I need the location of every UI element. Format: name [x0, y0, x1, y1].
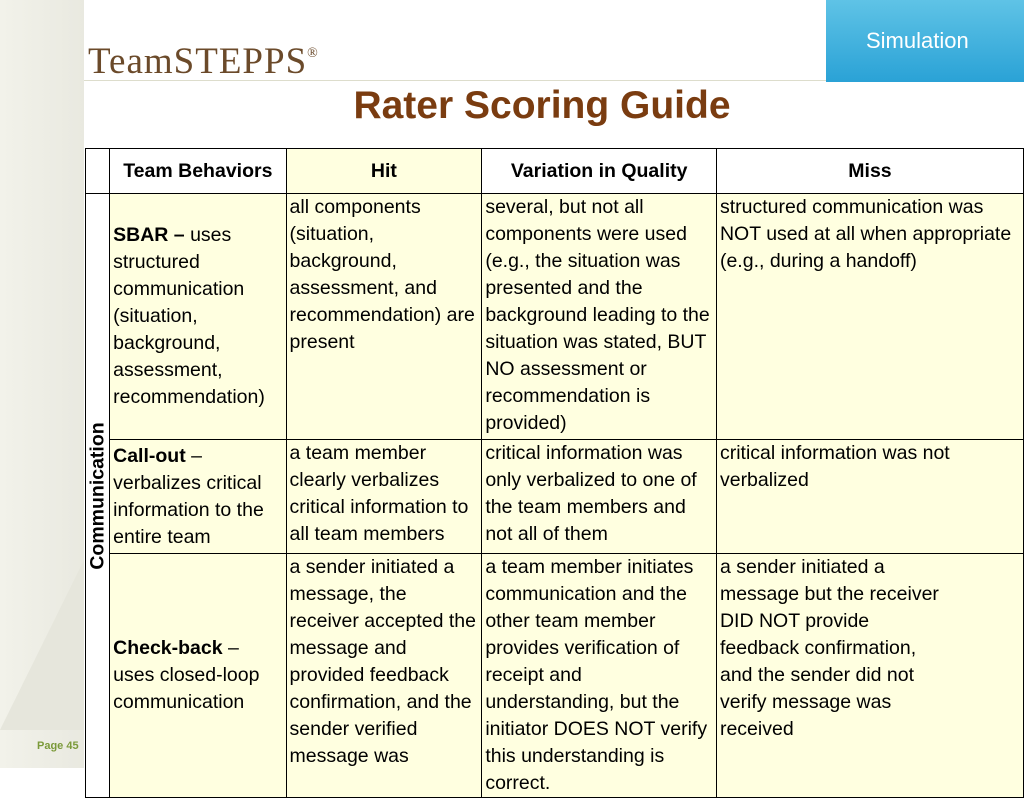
miss-cell [716, 194, 1023, 440]
page-title: Rater Scoring Guide [353, 84, 731, 127]
table-row [86, 440, 1024, 554]
miss-text: a sender initiated a message but the receiver DID NOT provide feedback confirmation, and the sender did not verify message was received [719, 556, 939, 740]
hit-cell: all components (situation, background, assessment, and recommendation) are present [286, 194, 482, 440]
table-row [86, 194, 1024, 440]
behavior-cell [110, 554, 286, 798]
behavior-cell [110, 194, 286, 440]
column-header: Variation in Quality [482, 149, 717, 194]
logo-text: TeamSTEPPS [88, 41, 308, 82]
table-header-row [86, 149, 1024, 194]
miss-cell [716, 554, 1023, 798]
behavior-description: – uses closed-loop communication [113, 637, 260, 713]
registered-mark: ® [307, 46, 319, 61]
miss-text: critical information was not verbalized [719, 442, 950, 491]
behavior-name: Call-out [113, 444, 186, 467]
scoring-table [85, 148, 1024, 798]
background-triangle-graphic [0, 560, 84, 730]
behavior-name: SBAR – [113, 224, 185, 246]
category-label: Communication [86, 421, 109, 570]
empty-corner-cell [86, 149, 110, 194]
miss-cell [716, 440, 1023, 554]
variation-cell: several, but not all components were used (e.g., the situation was presented and the background leading to the situation was stated, BUT NO assessment or recommendation is provided) [482, 194, 717, 440]
section-tab-label: Simulation [866, 28, 969, 53]
category-cell [86, 194, 110, 798]
column-header: Miss [716, 149, 1023, 194]
column-header: Team Behaviors [110, 149, 286, 194]
column-header: Hit [286, 149, 482, 194]
section-tab [826, 0, 1024, 82]
teamstepps-logo [88, 40, 319, 83]
behavior-description: – verbalizes critical information to the entire team [113, 444, 264, 548]
behavior-name: Check-back [113, 637, 223, 659]
table-row [86, 554, 1024, 798]
behavior-description: uses structured communication (situation, background, assessment, recommendation) [113, 224, 265, 408]
miss-text: structured communication was NOT used at all when appropriate (e.g., during a handoff) [719, 196, 1012, 272]
page-number: Page 45 [37, 740, 79, 752]
variation-cell: critical information was only verbalized to one of the team members and not all of them [482, 440, 717, 554]
hit-cell: a sender initiated a message, the receiver accepted the message and provided feedback confirmation, and the sender verified message was [286, 554, 482, 798]
hit-cell: a team member clearly verbalizes critical information to all team members [286, 440, 482, 554]
variation-cell: a team member initiates communication and the other team member provides verification of receipt and understanding, but the initiator DOES NOT verify this understanding is correct. [482, 554, 717, 798]
behavior-cell [110, 440, 286, 554]
